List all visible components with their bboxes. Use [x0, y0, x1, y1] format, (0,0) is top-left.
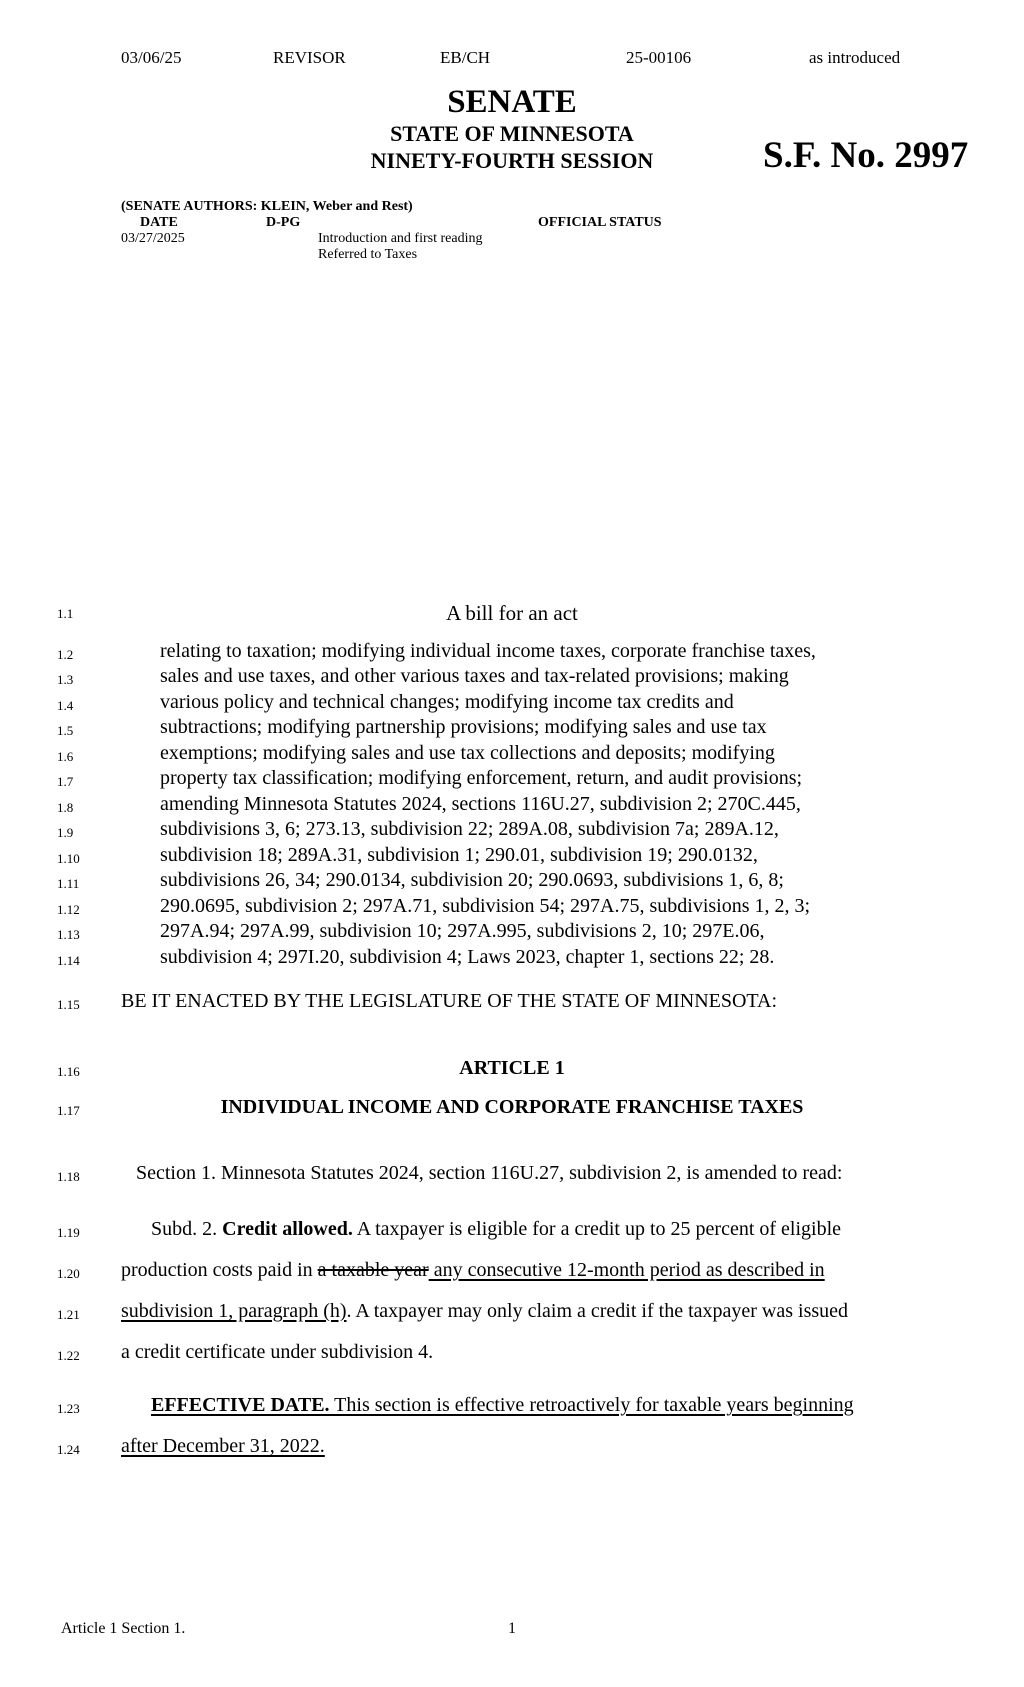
file-number: S.F. No. 2997	[763, 135, 969, 176]
line-number: 1.18	[57, 1169, 80, 1184]
authors-line: (SENATE AUTHORS: KLEIN, Weber and Rest)	[121, 199, 413, 214]
line-number: 1.6	[57, 749, 74, 764]
line-number: 1.5	[57, 723, 74, 738]
title-line: various policy and technical changes; modifying income tax credits and	[160, 691, 734, 713]
subdivision-text: A taxpayer is eligible for a credit up to 25 percent of eligible	[352, 1218, 842, 1240]
line-number: 1.23	[57, 1401, 80, 1416]
line-number: 1.9	[57, 825, 74, 840]
subdivision-line: a credit certificate under subdivision 4.	[121, 1341, 434, 1363]
title-line: property tax classification; modifying enforcement, return, and audit provisions;	[160, 767, 803, 789]
footer-page-number: 1	[508, 1620, 516, 1637]
line-number: 1.19	[57, 1225, 80, 1240]
line-number: 1.13	[57, 927, 80, 942]
stricken-text: a taxable year	[317, 1259, 429, 1281]
session-title: NINETY-FOURTH SESSION	[370, 148, 654, 173]
line-number: 1.17	[57, 1103, 80, 1118]
subdivision-text: production costs paid in	[121, 1259, 318, 1281]
subdivision-heading: Credit allowed.	[222, 1218, 353, 1240]
title-line: subdivision 4; 297I.20, subdivision 4; Laws 2023, chapter 1, sections 22; 28.	[160, 946, 775, 968]
status-entry-date: 03/27/2025	[121, 231, 185, 246]
line-number: 1.3	[57, 672, 74, 687]
line-number: 1.8	[57, 800, 74, 815]
article-title: INDIVIDUAL INCOME AND CORPORATE FRANCHISE TAXES	[220, 1096, 804, 1118]
status-col-date: DATE	[140, 215, 178, 230]
title-line: subtractions; modifying partnership provisions; modifying sales and use tax	[160, 716, 767, 738]
header-doc-number: 25-00106	[626, 48, 692, 67]
header-revisor: REVISOR	[273, 48, 346, 67]
subdivision-line	[121, 1300, 848, 1323]
state-title: STATE OF MINNESOTA	[390, 121, 634, 146]
subdivision-line	[121, 1259, 825, 1282]
status-col-official: OFFICIAL STATUS	[538, 215, 662, 230]
line-number: 1.24	[57, 1442, 80, 1457]
footer-location: Article 1 Section 1.	[61, 1620, 186, 1637]
section-intro: Section 1. Minnesota Statutes 2024, section 116U.27, subdivision 2, is amended to read:	[136, 1162, 843, 1184]
header-status: as introduced	[809, 48, 901, 67]
effective-date-line: after December 31, 2022.	[121, 1435, 325, 1457]
chamber-title: SENATE	[447, 84, 577, 120]
line-number: 1.16	[57, 1064, 80, 1079]
title-line: sales and use taxes, and other various taxes and tax-related provisions; making	[160, 665, 789, 687]
inserted-text: subdivision 1, paragraph (h)	[121, 1300, 347, 1322]
effective-date-line	[151, 1394, 854, 1417]
line-number: 1.10	[57, 851, 80, 866]
title-line: subdivisions 3, 6; 273.13, subdivision 22; 289A.08, subdivision 7a; 289A.12,	[160, 818, 779, 840]
line-number: 1.21	[57, 1307, 80, 1322]
line-number: 1.20	[57, 1266, 80, 1281]
enacting-clause: BE IT ENACTED BY THE LEGISLATURE OF THE STATE OF MINNESOTA:	[121, 990, 778, 1012]
header-date: 03/06/25	[121, 48, 182, 67]
status-entry-action: Introduction and first reading	[318, 231, 483, 246]
subdivision-text: . A taxpayer may only claim a credit if the taxpayer was issued	[346, 1300, 849, 1322]
line-number: 1.7	[57, 774, 74, 789]
subdivision-line	[151, 1218, 841, 1241]
effective-date-text: This section is effective retroactively for taxable years beginning	[329, 1394, 854, 1416]
title-line: exemptions; modifying sales and use tax collections and deposits; modifying	[160, 742, 775, 764]
title-line: subdivision 18; 289A.31, subdivision 1; 290.01, subdivision 19; 290.0132,	[160, 844, 758, 866]
article-number: ARTICLE 1	[459, 1057, 565, 1079]
bill-heading: A bill for an act	[446, 601, 578, 625]
status-col-dpg: D-PG	[266, 215, 301, 230]
status-entry-referral: Referred to Taxes	[318, 247, 418, 262]
title-line: 297A.94; 297A.99, subdivision 10; 297A.995, subdivisions 2, 10; 297E.06,	[160, 920, 765, 942]
title-line: subdivisions 26, 34; 290.0134, subdivision 20; 290.0693, subdivisions 1, 6, 8;	[160, 869, 784, 891]
title-line: relating to taxation; modifying individual income taxes, corporate franchise taxes,	[160, 640, 816, 662]
subdivision-label: Subd. 2.	[151, 1218, 223, 1240]
line-number: 1.15	[57, 997, 80, 1012]
effective-date-heading: EFFECTIVE DATE.	[151, 1394, 330, 1416]
line-number: 1.22	[57, 1348, 80, 1363]
line-number: 1.14	[57, 953, 80, 968]
line-number: 1.4	[57, 698, 74, 713]
title-line: amending Minnesota Statutes 2024, sections 116U.27, subdivision 2; 270C.445,	[160, 793, 801, 815]
title-line: 290.0695, subdivision 2; 297A.71, subdivision 54; 297A.75, subdivisions 1, 2, 3;	[160, 895, 811, 917]
line-number: 1.2	[57, 647, 74, 662]
line-number: 1.1	[57, 606, 74, 621]
line-number: 1.12	[57, 902, 80, 917]
header-initials: EB/CH	[440, 48, 491, 67]
inserted-text: any consecutive 12-month period as described in	[428, 1259, 825, 1281]
line-number: 1.11	[57, 876, 80, 891]
